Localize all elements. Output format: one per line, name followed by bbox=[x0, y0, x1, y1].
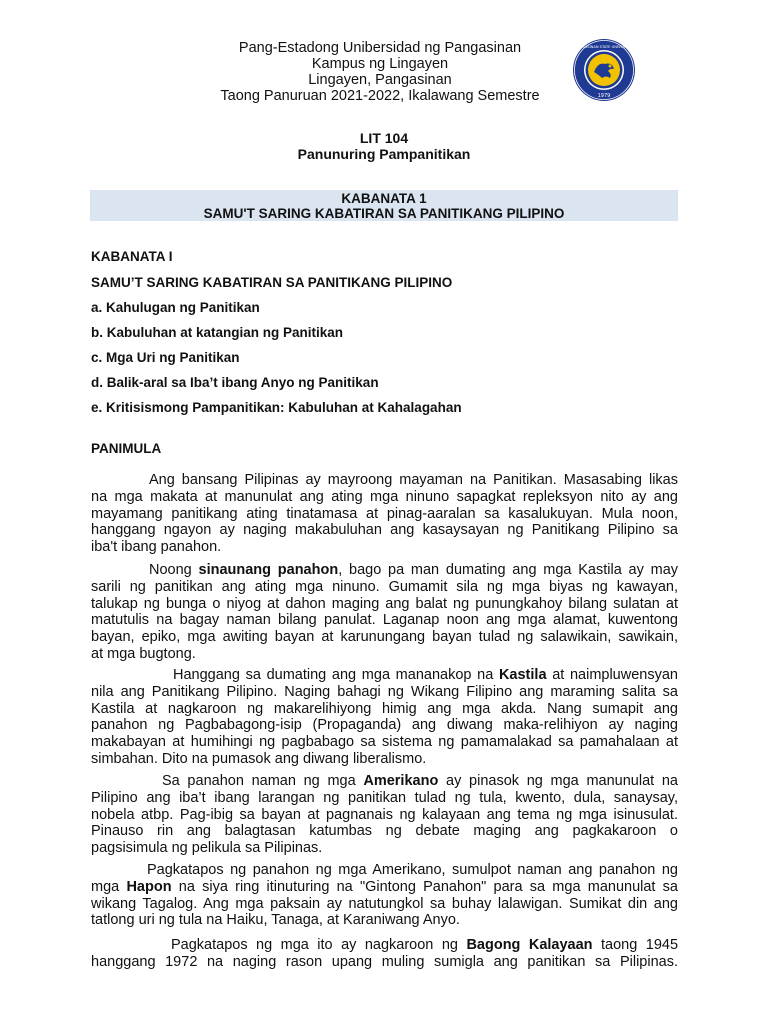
section-heading: PANIMULA bbox=[91, 441, 162, 456]
paragraph-line: panahon ng Pagbabagong-isip (Propaganda) ang diwang maka-relihiyon ay naging bbox=[91, 717, 678, 734]
paragraph-line: mayamang panitikang ating tinatamasa at pinag-aaralan sa kasalukuyan. Mula noon, bbox=[91, 505, 678, 522]
paragraph-line: at mga bugtong. bbox=[91, 645, 196, 662]
paragraph-line: matutulis na bagay naman bilang panulat. Laganap noon ang mga alamat, kuwentong bbox=[91, 612, 678, 629]
paragraph-line: mga Hapon na siya ring itinuturing na "Gintong Panahon" para sa mga manunulat sa bbox=[91, 878, 678, 895]
paragraph-line: Sa panahon naman ng mga Amerikano ay pinasok ng mga manunulat na bbox=[162, 773, 678, 789]
outline-item: d. Balik-aral sa Iba’t ibang Anyo ng Panitikan bbox=[91, 375, 379, 390]
highlight-term: sinaunang panahon bbox=[198, 562, 339, 578]
university-seal-logo bbox=[572, 38, 636, 102]
paragraph-line: na mga makata at manunulat ang ating mga ninuno sapagkat repleksyon nito ay ang bbox=[91, 488, 678, 505]
paragraph-sinaunang-panahon bbox=[91, 562, 678, 663]
highlight-term: Hapon bbox=[126, 878, 172, 895]
paragraph-line: Kastila at nagkaroon ng makarelihiyong himig ang mga akda. Nang sumapit ang bbox=[91, 700, 678, 717]
outline-item: c. Mga Uri ng Panitikan bbox=[91, 350, 240, 365]
highlight-term: Bagong Kalayaan bbox=[466, 937, 593, 953]
paragraph-line: nobela atbp. Pag-ibig sa bayan at pagnanais ng kalayaan ang tema ng mga isinusulat. bbox=[91, 806, 678, 823]
seal-year: 1979 bbox=[597, 93, 611, 99]
outline-item: e. Kritisismong Pampanitikan: Kabuluhan at Kahalagahan bbox=[91, 400, 462, 415]
paragraph-line: iba't ibang panahon. bbox=[91, 539, 222, 556]
paragraph-line: Pagkatapos ng mga ito ay nagkaroon ng Bagong Kalayaan taong 1945 bbox=[171, 937, 679, 953]
paragraph-kastila bbox=[91, 667, 678, 768]
paragraph-hapon bbox=[91, 862, 678, 929]
paragraph-line: Pilipino ang iba’t ibang larangan ng panitikan tulad ng tula, kwento, dula, sanaysay, bbox=[91, 789, 678, 806]
paragraph-amerikano bbox=[91, 773, 678, 857]
paragraph-line: Noong sinaunang panahon, bago pa man dumating ang mga Kastila ay may bbox=[149, 562, 679, 578]
chapter-banner bbox=[90, 190, 678, 221]
paragraph-line: Pagkatapos ng panahon ng mga Amerikano, sumulpot naman ang panahon ng bbox=[147, 862, 678, 878]
paragraph-intro bbox=[91, 472, 678, 556]
paragraph-line: nila ang Panitikang Pilipino. Naging bahagi ng Wikang Filipino ang maraming salita sa bbox=[91, 683, 678, 700]
banner-chapter: KABANATA 1 bbox=[341, 191, 427, 206]
campus-location: Lingayen, Pangasinan bbox=[308, 72, 452, 88]
highlight-term: Kastila bbox=[498, 667, 547, 683]
outline-item: a. Kahulugan ng Panitikan bbox=[91, 300, 260, 315]
university-name: Pang-Estadong Unibersidad ng Pangasinan bbox=[238, 40, 522, 56]
paragraph-line: hanggang ngayon ay naging makabuluhan ang kasaysayan ng Panitikang Pilipino sa bbox=[91, 522, 678, 539]
paragraph-line: simbahan. Dito na pumasok ang diwang liberalismo. bbox=[91, 750, 427, 767]
seal-university-text: PANGASINAN STATE UNIVERSITY bbox=[575, 45, 633, 49]
paragraph-line: sarili ng panitikan ang ating mga ninuno. Gumamit sila ng mga biyas ng kawayan, bbox=[91, 578, 678, 595]
campus-name: Kampus ng Lingayen bbox=[311, 56, 449, 72]
outline-chapter: KABANATA I bbox=[91, 249, 173, 264]
paragraph-line: Hanggang sa dumating ang mga mananakop na Kastila at naimpluwensyan bbox=[173, 667, 678, 683]
paragraph-line: tatlong uri ng tula na Haiku, Tanaga, at Karaniwang Anyo. bbox=[91, 912, 460, 929]
highlight-term: Amerikano bbox=[363, 773, 439, 789]
course-title: Panunuring Pampanitikan bbox=[297, 146, 471, 162]
course-code: LIT 104 bbox=[359, 130, 409, 146]
paragraph-line: talukap ng bunga o niyog at dahon maging ang balat ng punungkahoy bilang sulatan at bbox=[91, 595, 678, 612]
paragraph-line: pagsisimula ng pelikula sa Pilipinas. bbox=[91, 840, 323, 857]
outline-item: b. Kabuluhan at katangian ng Panitikan bbox=[91, 325, 344, 340]
paragraph-line: wikang Tagalog. Ang mga paksain ay natutungkol sa buhay lalawigan. Sumikat din ang bbox=[91, 895, 678, 912]
paragraph-line: Pinauso rin ang balagtasan katumbas ng debate maging ang pagkakaroon o bbox=[91, 823, 678, 840]
paragraph-line: makabayan at humihingi ng pagbabago sa sistema ng pamamalakad sa pamahalaan at bbox=[91, 734, 678, 751]
outline-title: SAMU’T SARING KABATIRAN SA PANITIKANG PILIPINO bbox=[91, 275, 453, 290]
paragraph-bagong-kalayaan bbox=[91, 937, 678, 971]
paragraph-line: Ang bansang Pilipinas ay mayroong mayaman na Panitikan. Masasabing likas bbox=[149, 472, 678, 488]
school-year: Taong Panuruan 2021-2022, Ikalawang Semestre bbox=[220, 88, 540, 104]
paragraph-line: bayan, epiko, mga awiting bayan at karunungang bayan tulad ng salawikain, sawikain, bbox=[91, 629, 678, 646]
banner-title: SAMU'T SARING KABATIRAN SA PANITIKANG PILIPINO bbox=[203, 206, 565, 221]
paragraph-line: hanggang 1972 na naging rason upang muling sumigla ang panitikan sa Pilipinas. bbox=[91, 953, 678, 970]
